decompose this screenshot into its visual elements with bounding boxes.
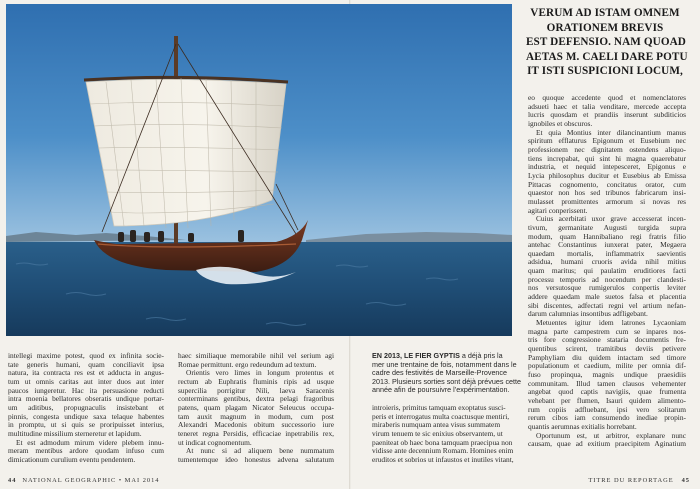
text-line: industria, et nequid intepesceret, Epigonus e — [528, 162, 686, 172]
text-line: darum calumnias insontibus adfligebant. — [528, 309, 648, 319]
text-line: quantis aerumnas exitialis horrebant. — [528, 421, 637, 431]
pull-quote-line: IT ISTI SUSPICIONI LOCUM, — [527, 65, 683, 78]
body-column-2 — [178, 352, 334, 465]
text-line: miraberis numquam antea visus summatem — [372, 420, 501, 430]
text-line: At nunc si ad aliquem bene nummatum — [186, 446, 334, 456]
ship-illustration — [6, 4, 512, 336]
text-line: causam, quae ad exitium praecipitem Aginatium — [528, 439, 686, 449]
caption-text: a déjà pris la — [461, 351, 503, 360]
text-line: ut indicat cognomentum. — [178, 437, 252, 447]
pull-quote-line: EST DEFENSIO. NAM QUOAD — [526, 36, 686, 49]
text-line: rectum ab Euphratis fluminis ripis ad usque — [178, 376, 334, 386]
caption-line: 2013. Plusieurs sorties sont déjà prévues cette — [372, 376, 522, 386]
text-line: adsidua, humani cruoris avida nihil mitius — [528, 257, 686, 267]
text-line: Et quia Montius inter dilancinantium manus — [536, 127, 686, 137]
photo-caption — [372, 351, 522, 395]
body-column-4 — [528, 94, 686, 466]
text-line: conterminans gentibus, dextra pelagi fragoribus — [178, 394, 334, 404]
text-line: tris fore congressione stataria documentis fre- — [528, 335, 686, 345]
text-line: Et est admodum mirum videre plebem innu- — [16, 437, 164, 447]
text-line: quaedam mortalis, inflammatrix saevientis — [528, 248, 686, 258]
text-line: pinnis, congesta undique saxa telaque habentes — [8, 411, 164, 421]
left-page-number: 44 — [8, 477, 17, 484]
text-line: meram mentibus ardore quodam infuso cum — [8, 446, 164, 456]
caption-line: mer une trentaine de fois, notamment dans le — [372, 359, 517, 369]
text-line: Orientis vero limes in longum protentus et — [186, 368, 334, 378]
text-line: spiritum efflaturus Epigonum et Eusebium nec — [528, 136, 686, 146]
text-line: rerum cibos iam consumendo inediae propin- — [528, 413, 686, 423]
text-line: paucos iungeretur. Hac ita persuasione reducti — [8, 385, 164, 395]
text-line: ignobiles et obscuros. — [528, 118, 593, 128]
text-line: tumentemque ideo honestus advena salutatum — [178, 454, 334, 464]
text-line: vidisse ante decennium Romam. Homines enim — [372, 446, 514, 456]
text-line: Romae permittunt. ergo redeundum ad textum. — [178, 359, 317, 369]
caption-head: EN 2013, LE FIER GYPTIS — [372, 351, 460, 360]
text-line: agitari conperissent. — [528, 205, 588, 215]
text-line: peris et interrogatus multa coactusque mentiri, — [372, 411, 510, 421]
text-line: mulasset promittentes armorum si novas res — [528, 196, 686, 206]
text-line: tate generis humani, quam conciliavit ipsa — [8, 359, 164, 369]
text-line: natura, ita contracta res est et adducta in angus- — [8, 368, 164, 378]
text-line: haec similiaque memorabile nihil vel serium agi — [178, 351, 334, 360]
text-line: in promptu, ut si quis se proripuisset interius, — [8, 420, 164, 430]
text-line: Cuius acerbitati uxor grave accesserat incen- — [536, 214, 686, 224]
text-line: um aditibus, propugnaculis insistebant et — [8, 402, 164, 412]
text-line: modum, quam Hannibaliano regi fratris filio — [528, 231, 686, 241]
text-line: multitudine missilium sterneretur et lapidum. — [8, 428, 142, 438]
text-line: fuso propinqua, magnis undique praesidiis — [528, 370, 686, 379]
body-column-3 — [372, 351, 522, 465]
text-line: Oportunum est, ut arbitror, explanare nunc — [536, 430, 686, 440]
text-line: tum ut omnis caritas aut inter duos aut inter — [8, 376, 164, 386]
text-line: populationum et caedium, milite per omnia dif- — [528, 361, 686, 371]
pull-quote-line: VERUM AD ISTAM OMNEM — [530, 7, 680, 19]
text-line: adsueti haec et talia venditare, mercede accepta — [528, 101, 686, 111]
text-line: Alexandri Macedonis obitum successorio iure — [178, 420, 334, 430]
pull-quote — [526, 6, 688, 79]
caption-line: cadre des festivités de Marseille-Provence — [372, 368, 508, 378]
text-line: quam maritus; qui paulatim eruditiores facti — [528, 266, 686, 276]
pull-quote-line: ORATIONEM BREVIS — [546, 21, 664, 34]
text-line: quaestor non hos sed tribunos fabricarum insi- — [528, 188, 686, 198]
text-line: intra moenia bellatores obseratis undique portar- — [8, 394, 164, 404]
caption-line: année afin de poursuivre l’expérimentation. — [372, 385, 510, 395]
text-line: tiens increpabat, qui sint hi magna quaerebatur — [528, 153, 686, 163]
text-line: sibi discentes, adfectati regni vel artium nefan- — [528, 300, 686, 310]
text-line: patens, quam plagam Nicator Seleucus occupa- — [178, 402, 334, 412]
text-line: supercilia porrigitur Nili, laeva Saracenis — [178, 385, 334, 395]
right-folio — [588, 477, 690, 484]
left-running-footer: NATIONAL GEOGRAPHIC • MAI 2014 — [22, 477, 160, 484]
text-line: magna parte campestrem cum se inpares nos- — [528, 326, 686, 336]
text-line: antehac Constantinus iunxerat pater, Megaera — [528, 240, 686, 250]
text-line: paeniteat ob haec bona tamquam praecipua non — [372, 437, 513, 447]
text-line: professionem nec dignitatem ostendens aliquo- — [528, 144, 686, 154]
body-column-1 — [8, 352, 164, 465]
pull-quote-line: AETAS M. CAELI DARE POTU — [526, 50, 688, 63]
text-line: introieris, primitus tamquam exoptatus susci- — [372, 402, 506, 412]
right-running-footer: TITRE DU REPORTAGE — [588, 477, 674, 484]
ship-photo — [6, 4, 512, 336]
text-line: Metuentes igitur idem latrones Lycaoniam — [536, 318, 686, 328]
text-line: teneret regna Persidis, efficaciae inpetrabilis rex, — [178, 428, 334, 438]
text-line: tivum, germanitate Augusti turgida supra — [528, 222, 686, 232]
text-line: quentibus scirent, tramitibus deviis petivere — [528, 344, 686, 354]
text-line: lucris quosdam et prandiis inserunt subditicios — [528, 110, 686, 120]
text-line: intellegi maxime potest, quod ex infinita socie- — [8, 351, 164, 360]
text-line: tam auxit magnum in modum, cum post — [178, 411, 334, 421]
text-line: eo quoque accedente quod et nomenclatores — [528, 93, 686, 102]
text-line: virum tenuem te sic enixius observantem, ut — [372, 428, 503, 438]
text-line: angebat quod captis navigiis, quae frumenta — [528, 387, 686, 397]
text-line: dimicationum curulium eventu pendentem. — [8, 454, 136, 464]
right-page-number: 45 — [681, 477, 690, 484]
text-line: eruditos et sobrios ut infaustos et inutiles vitant, — [372, 454, 514, 464]
text-line: communitam. Illud tamen clausos vehementer — [528, 378, 686, 388]
text-line: vehebant per flumen, Isauri quidem alimento- — [528, 395, 686, 405]
left-folio — [8, 477, 159, 484]
text-line: nos versutosque rumigerulos conpertis leviter — [528, 283, 686, 293]
text-line: rum copiis adfluebant, ipsi vero solitarum — [528, 404, 686, 414]
text-line: addere quaedam male suetos falsa et placentia — [528, 292, 686, 302]
text-line: Lycia philosophus ducitur et Eusebius ab Emissa — [528, 170, 686, 180]
text-line: Pamphyliam diu quidem intactam sed timore — [528, 352, 686, 362]
text-line: processu temporis ad nocendum per clandesti- — [528, 274, 686, 284]
text-line: Pittacas cognomento, concitatus orator, cum — [528, 179, 686, 189]
